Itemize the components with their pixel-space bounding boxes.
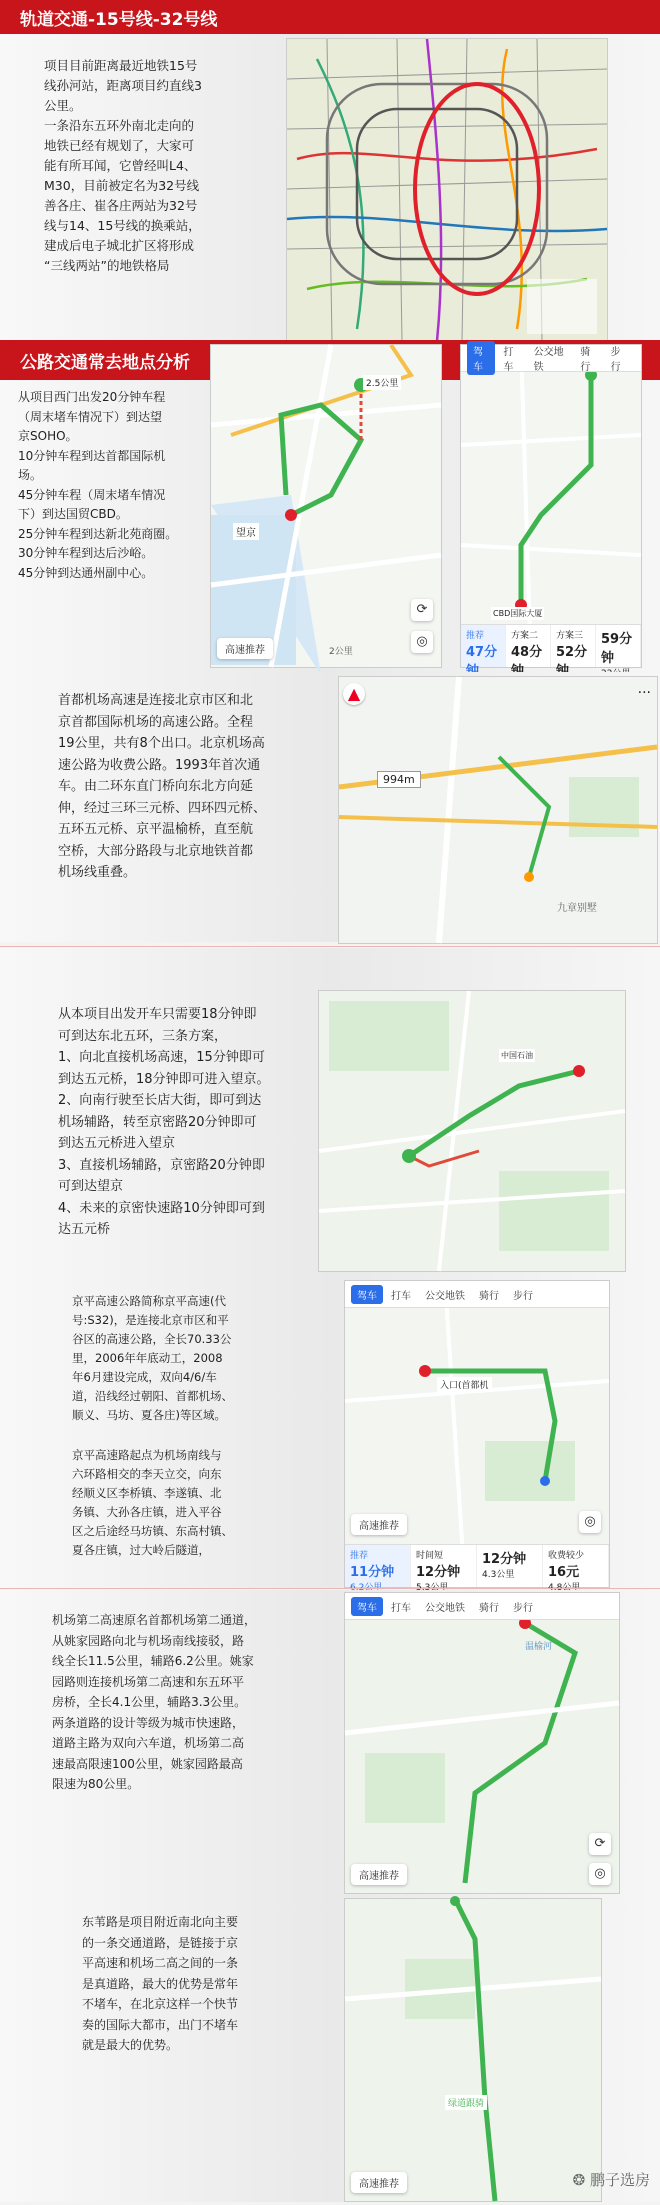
route-map-cbd <box>460 344 642 668</box>
destination-label: 望京 <box>233 523 259 540</box>
refresh-icon[interactable]: ⟳ <box>589 1833 611 1855</box>
tab-transit[interactable]: 公交地铁 <box>425 1602 465 1614</box>
divider-2 <box>0 1588 660 1589</box>
route-option-1[interactable]: 推荐 11分钟 <box>345 1545 411 1587</box>
tab-taxi[interactable]: 打车 <box>503 347 514 373</box>
section-banner-rail <box>0 0 660 34</box>
airport-expressway-text: 首都机场高速是连接北京市区和北 京首都国际机场的高速公路。全程 19公里，共有8个出口。北京机场高 速公路为收费公路。1993年首次通 车。由二环东直门桥向东北方向延 伸，经过三环三元桥、四环四元桥、 五环五元桥、京平温榆桥，直至航 空桥，大部分路段与北京地铁首都 机场线重叠。 <box>58 693 267 880</box>
route-option-3[interactable]: 方案三 52分 <box>551 625 596 667</box>
tab-bike[interactable]: 骑行 <box>479 1290 499 1302</box>
route-plans-map <box>318 990 626 1272</box>
tab-walk[interactable]: 步行 <box>610 347 621 373</box>
airport-second-text: 机场第二高速原名首都机场第二通道， 从姚家园路向北与机场南线接驳，路 线全长11.5公里，辅路6.2公里。姚家 园路则连接机场第二高速和东五环平 房桥，全长4.1公里，辅路3.3公里。 两条道路的设计等级为城市快速路， 道路主路为双向六车道，机场第二高 速最高限速100公里，姚家园路最高 限速为80公里。 <box>52 1613 257 1791</box>
route-options-bar <box>461 624 641 667</box>
road-destinations-text: 从项目西门出发20分钟车程 （周末堵车情况下）到达望 京SOHO。 10分钟车程到达首都国际机 场。 45分钟车程（周末堵车情况 下）到达国贸CBD。 25分钟车程到达新北苑商圈。 30分钟车程到达后沙峪。 45分钟到达通州副中心。 <box>18 390 178 580</box>
more-options-icon[interactable]: ··· <box>637 685 651 701</box>
tab-bike[interactable]: 骑行 <box>479 1602 499 1614</box>
route-option-2[interactable]: 方案二 48分 <box>506 625 551 667</box>
route-option-4[interactable]: 59分钟 <box>596 625 641 667</box>
tab-walk[interactable]: 步行 <box>513 1602 533 1614</box>
tab-drive[interactable]: 驾车 <box>351 1597 383 1616</box>
route-option-4[interactable]: 收费较少 16元 <box>543 1545 609 1587</box>
highway-recommend-button[interactable]: 高速推荐 <box>217 638 273 659</box>
route-plans-text: 从本项目出发开车只需要18分钟即 可到达东北五环，三条方案， 1、向北直接机场高速，15分钟即可 到达五元桥，18分钟即可进入望京。 2、向南行驶至长店大街，即可到达 机场辅路，转至京密路20分钟即可 到达五元桥进入望京 3、直接机场辅路，京密路20分钟即 可到达望京 4、未来的京密快速路10分钟即可到 达五元桥 <box>58 1007 270 1237</box>
tab-drive[interactable]: 驾车 <box>467 341 495 375</box>
tab-bike[interactable]: 骑行 <box>580 347 591 373</box>
watermark: ❂ 鹏子选房 <box>572 2171 650 2189</box>
section-title-road: 公路交通常去地点分析 <box>20 352 190 373</box>
route-option-3[interactable]: 12分钟 4.3公里 <box>477 1545 543 1587</box>
tab-taxi[interactable]: 打车 <box>391 1290 411 1302</box>
wechat-icon: ❂ <box>572 2171 590 2189</box>
tab-transit[interactable]: 公交地铁 <box>425 1290 465 1302</box>
tab-walk[interactable]: 步行 <box>513 1290 533 1302</box>
subway-network-map <box>286 38 608 342</box>
tab-transit[interactable]: 公交地铁 <box>533 347 564 373</box>
route-option-2[interactable]: 时间短 12分钟 <box>411 1545 477 1587</box>
compass-icon[interactable]: ▲ <box>343 683 365 705</box>
divider-1 <box>0 946 660 947</box>
tab-drive[interactable]: 驾车 <box>351 1285 383 1304</box>
locate-icon[interactable]: ◎ <box>579 1511 601 1533</box>
transport-mode-tabs <box>345 1281 609 1308</box>
area-label: 九章别墅 <box>557 903 597 914</box>
transport-mode-tabs <box>461 345 641 372</box>
river-label: 温榆河 <box>525 1642 553 1652</box>
station-label: 中国石油 <box>501 1051 533 1060</box>
scale-label: 2公里 <box>329 647 353 657</box>
highway-recommend-button[interactable]: 高速推荐 <box>351 1514 407 1535</box>
highway-recommend-button[interactable]: 高速推荐 <box>351 1864 407 1885</box>
section-title-rail: 轨道交通-15号线-32号线 <box>20 9 218 30</box>
green-route-label: 绿道跟骑 <box>445 2095 487 2110</box>
airport-expressway-map <box>338 676 658 944</box>
route-map-wangjing <box>210 344 442 668</box>
locate-icon[interactable]: ◎ <box>589 1863 611 1885</box>
refresh-icon[interactable]: ⟳ <box>411 599 433 621</box>
distance-callout: 994m <box>377 771 421 788</box>
jingping-route-map <box>344 1280 610 1588</box>
dongwei-route-map <box>344 1898 602 2202</box>
jingping-text-2: 京平高速路起点为机场南线与 六环路相交的李天立交，向东 经顺义区李桥镇、李遂镇、北 务镇、大孙各庄镇，进入平谷 区之后途经马坊镇、东高村镇、 夏各庄镇，过大岭后隧道， <box>72 1448 233 1557</box>
airport-second-map <box>344 1592 620 1894</box>
transport-mode-tabs <box>345 1593 619 1620</box>
tab-taxi[interactable]: 打车 <box>391 1602 411 1614</box>
highway-recommend-button[interactable]: 高速推荐 <box>351 2172 407 2193</box>
cbd-label: CBD国际大厦 <box>493 609 543 618</box>
rail-description: 项目目前距离最近地铁15号 线孙河站，距离项目约直线3 公里。 一条沿东五环外南北走向的 地铁已经有规划了，大家可 能有所耳闻，它曾经叫L4、 M30，目前被定名为32号线 善各庄、崔各庄两站为32号 线与14、15号线的换乘站， 建成后电子城北扩区将形成 “三线两站”的地铁格局 <box>44 58 202 273</box>
dongwei-text: 东苇路是项目附近南北向主要 的一条交通道路，是链接于京 平高速和机场二高之间的一条 是真道路，最大的优势是常年 不堵车，在北京这样一个快节 奏的国际大都市，出门不堵车 就是最大的优势。 <box>82 1915 239 2052</box>
route-options-bar <box>345 1544 609 1587</box>
distance-label: 2.5公里 <box>363 375 401 390</box>
jingping-text-1: 京平高速公路简称京平高速(代 号:S32)，是连接北京市区和平 谷区的高速公路，全长70.33公 里，2006年年底动工，2008 年6月建设完成，双向4/6/车 道，沿线经过朝阳、首都机场、 顺义、马坊、夏各庄)等区域。 <box>72 1294 233 1422</box>
entry-label: 入口(首都机 <box>437 1377 492 1392</box>
route-option-1[interactable]: 推荐 47分 <box>461 625 506 667</box>
locate-icon[interactable]: ◎ <box>411 631 433 653</box>
